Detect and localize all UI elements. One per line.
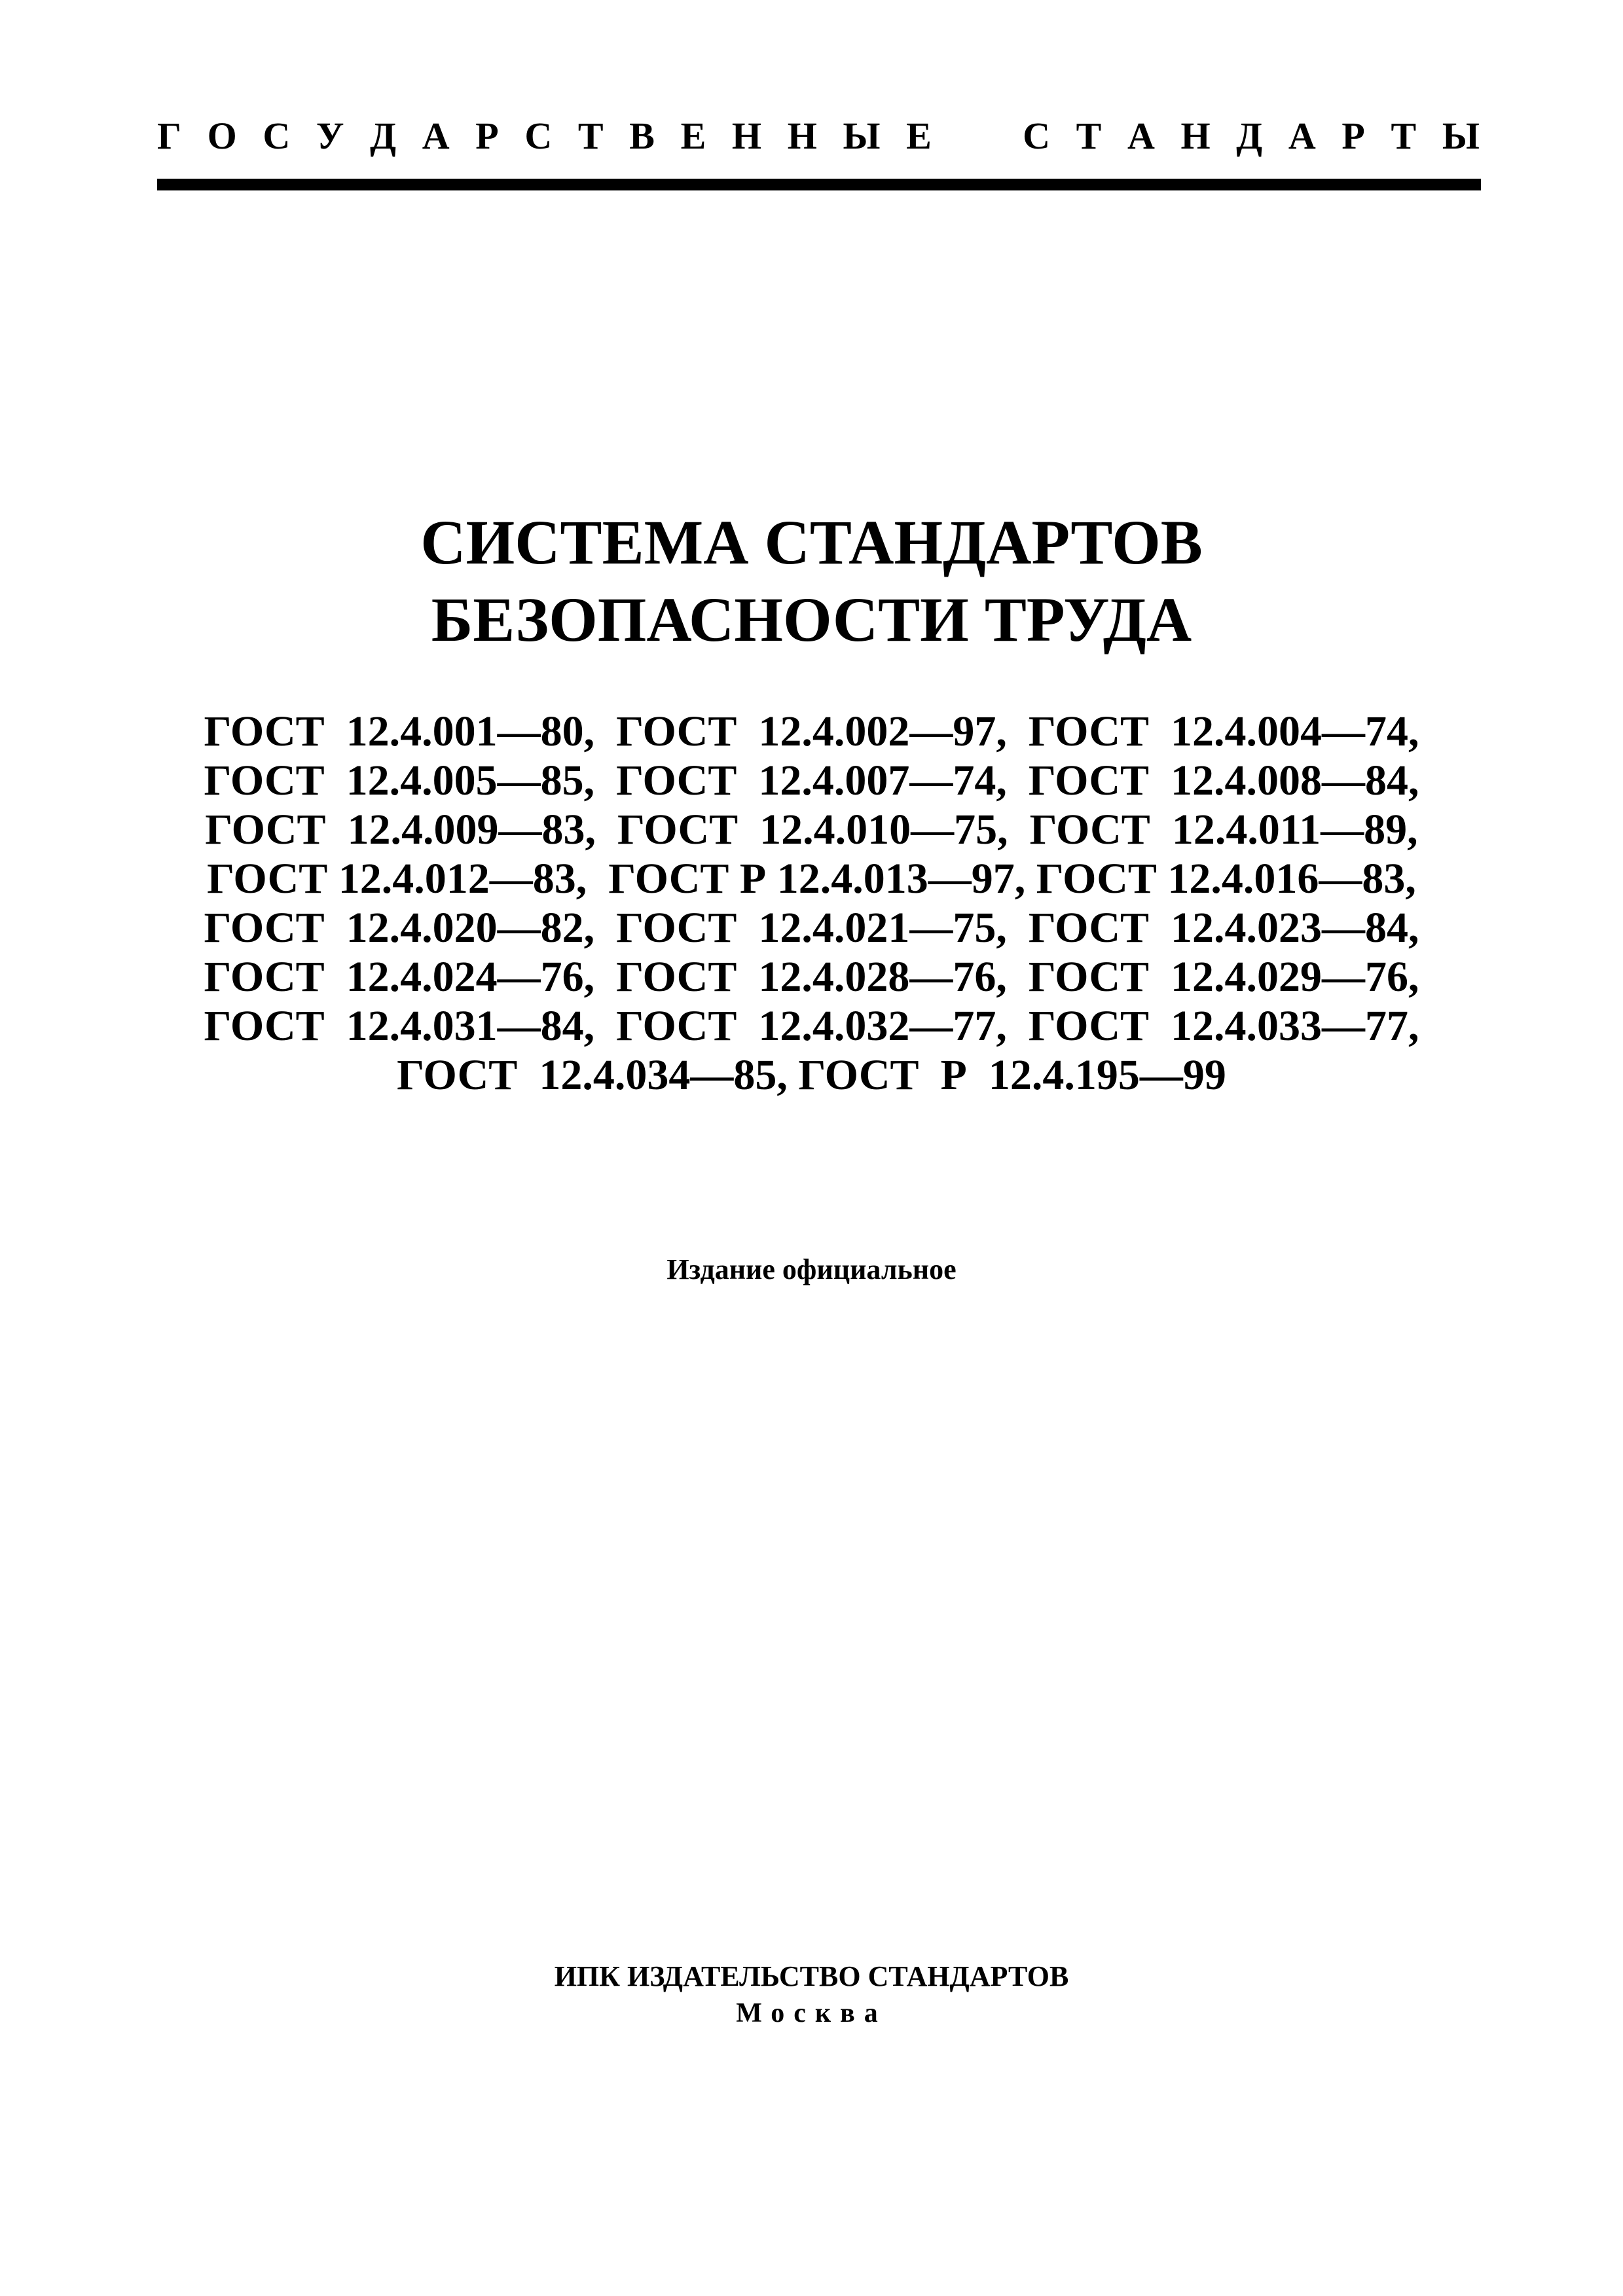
gost-line: ГОСТ 12.4.001—80, ГОСТ 12.4.002—97, ГОСТ 12.4.004—74, — [204, 708, 1419, 755]
gost-line: ГОСТ 12.4.020—82, ГОСТ 12.4.021—75, ГОСТ 12.4.023—84, — [204, 904, 1419, 952]
series-letter: Е — [680, 115, 706, 157]
series-letter: Ы — [843, 115, 881, 157]
series-letter: В — [629, 115, 655, 157]
gost-line: ГОСТ 12.4.005—85, ГОСТ 12.4.007—74, ГОСТ 12.4.008—84, — [204, 757, 1419, 804]
series-letter: У — [316, 115, 344, 157]
series-letter: Р — [1341, 115, 1365, 157]
series-letter: А — [1288, 115, 1316, 157]
series-header — [157, 110, 1480, 162]
series-letter: Д — [1236, 115, 1263, 157]
series-letter: Д — [370, 115, 397, 157]
series-letter: С — [524, 115, 553, 157]
series-letter: О — [207, 115, 237, 157]
document-title — [0, 504, 1623, 658]
series-letter: Е — [906, 115, 932, 157]
title-line: СИСТЕМА СТАНДАРТОВ — [420, 507, 1203, 577]
series-letter: Н — [787, 115, 817, 157]
series-letter: Т — [1391, 115, 1417, 157]
series-letter: Н — [731, 115, 762, 157]
series-letter: А — [1127, 115, 1155, 157]
publisher-name: ИПК ИЗДАТЕЛЬСТВО СТАНДАРТОВ — [554, 1960, 1069, 1992]
series-letter: А — [422, 115, 450, 157]
series-letter: Г — [157, 115, 181, 157]
publisher-city: Москва — [736, 1998, 887, 2028]
series-letter: Ы — [1442, 115, 1480, 157]
series-letter: Р — [475, 115, 499, 157]
series-letter: С — [263, 115, 291, 157]
series-letter: Н — [1180, 115, 1211, 157]
series-letter: С — [1023, 115, 1050, 157]
header-rule — [157, 179, 1481, 190]
gost-line: ГОСТ 12.4.024—76, ГОСТ 12.4.028—76, ГОСТ 12.4.029—76, — [204, 953, 1419, 1001]
gost-line: ГОСТ 12.4.031—84, ГОСТ 12.4.032—77, ГОСТ 12.4.033—77, — [204, 1002, 1419, 1050]
series-letter: Т — [1076, 115, 1102, 157]
gost-line: ГОСТ 12.4.012—83, ГОСТ Р 12.4.013—97, ГОСТ 12.4.016—83, — [207, 855, 1416, 903]
series-letter: Т — [577, 115, 604, 157]
gost-line: ГОСТ 12.4.034—85, ГОСТ Р 12.4.195—99 — [397, 1051, 1226, 1099]
gost-list — [0, 707, 1623, 1100]
gost-line: ГОСТ 12.4.009—83, ГОСТ 12.4.010—75, ГОСТ 12.4.011—89, — [205, 806, 1418, 853]
title-line: БЕЗОПАСНОСТИ ТРУДА — [431, 584, 1192, 655]
edition-note: Издание официальное — [666, 1253, 957, 1285]
